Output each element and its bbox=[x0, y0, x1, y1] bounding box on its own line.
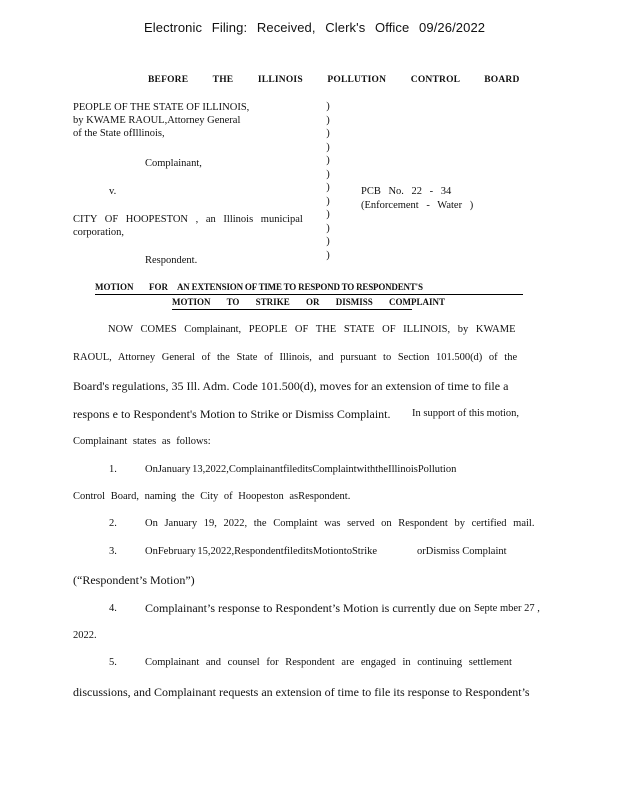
motion-title-line1: AN EXTENSION OF TIME TO RESPOND TO RESPONDENT'S bbox=[177, 282, 423, 292]
paren: ) bbox=[326, 168, 330, 180]
paren: ) bbox=[326, 209, 330, 220]
intro-line: Board's regulations, 35 Ill. Adm. Code 101.500(d), moves for an extension of time to file a bbox=[73, 379, 509, 393]
respondent-line: corporation, bbox=[73, 227, 125, 238]
item-number: 4. bbox=[109, 603, 117, 614]
intro-line: In support of this motion, bbox=[412, 408, 520, 419]
item-number: 1. bbox=[109, 464, 117, 475]
respondent-block bbox=[73, 213, 303, 239]
case-number: PCB No. 22 - 34 bbox=[361, 186, 452, 197]
item-text: Complainant’s response to Respondent’s Motion is currently due on bbox=[145, 601, 471, 615]
motion-title-word: MOTION bbox=[95, 282, 134, 292]
item-text: 2022. bbox=[73, 630, 97, 641]
item-text: Septe mber 27 , bbox=[474, 603, 540, 614]
complainant-label: Complainant, bbox=[145, 158, 202, 169]
item-text: OnJanuary 13,2022,ComplainantfileditsComplaintwiththeIllinoisPollution bbox=[145, 464, 457, 475]
board-title: BEFORE THE ILLINOIS POLLUTION CONTROL BOARD bbox=[148, 75, 520, 85]
item-number: 3. bbox=[109, 546, 117, 557]
intro-line: respons e to Respondent's Motion to Strike or Dismiss Complaint. bbox=[73, 407, 391, 421]
complainant-line: of the State ofIllinois, bbox=[73, 128, 165, 139]
item-number: 2. bbox=[109, 518, 117, 529]
versus-label: v. bbox=[109, 186, 117, 197]
complainant-line: PEOPLE OF THE STATE OF ILLINOIS, bbox=[73, 102, 250, 113]
item-text: Control Board, naming the City of Hoopeston asRespondent. bbox=[73, 491, 351, 502]
paren: ) bbox=[326, 155, 330, 166]
case-type: (Enforcement - Water ) bbox=[361, 200, 474, 211]
paren: ) bbox=[326, 195, 330, 207]
item-text: orDismiss Complaint bbox=[417, 546, 507, 557]
motion-title-word: FOR bbox=[149, 282, 168, 292]
intro-line: RAOUL, Attorney General of the State of Illinois, and pursuant to Section 101.500(d) of the bbox=[73, 352, 518, 363]
paren: ) bbox=[326, 222, 330, 234]
motion-title-line2: MOTION TO STRIKE OR DISMISS COMPLAINT bbox=[172, 297, 445, 307]
item-text: discussions, and Complainant requests an extension of time to file its response to Respondent’s bbox=[73, 685, 530, 699]
paren: ) bbox=[326, 114, 330, 126]
filing-stamp: Electronic Filing: Received, Clerk's Office 09/26/2022 bbox=[144, 20, 486, 35]
paren: ) bbox=[326, 236, 330, 247]
paren: ) bbox=[326, 182, 330, 193]
complainant-block bbox=[73, 101, 249, 140]
item-text: On January 19, 2022, the Complaint was served on Respondent by certified mail. bbox=[145, 518, 535, 529]
caption-parens bbox=[324, 100, 332, 262]
intro-line: NOW COMES Complainant, PEOPLE OF THE STATE OF ILLINOIS, by KWAME bbox=[108, 324, 516, 335]
paren: ) bbox=[326, 128, 330, 139]
respondent-label: Respondent. bbox=[145, 255, 198, 266]
paren: ) bbox=[326, 249, 330, 261]
respondent-line: CITY OF HOOPESTON , an Illinois municipal bbox=[73, 214, 303, 225]
item-number: 5. bbox=[109, 657, 117, 668]
title-underline-2 bbox=[172, 309, 412, 310]
item-text: OnFebruary 15,2022,RespondentfileditsMotiontoStrike bbox=[145, 546, 378, 557]
complainant-line: by KWAME RAOUL,Attorney General bbox=[73, 115, 241, 126]
title-underline bbox=[95, 294, 523, 295]
item-text: Complainant and counsel for Respondent are engaged in continuing settlement bbox=[145, 657, 512, 668]
paren: ) bbox=[326, 141, 330, 153]
paren: ) bbox=[326, 101, 330, 112]
item-text: (“Respondent’s Motion”) bbox=[73, 573, 195, 587]
intro-line: Complainant states as follows: bbox=[73, 436, 211, 447]
